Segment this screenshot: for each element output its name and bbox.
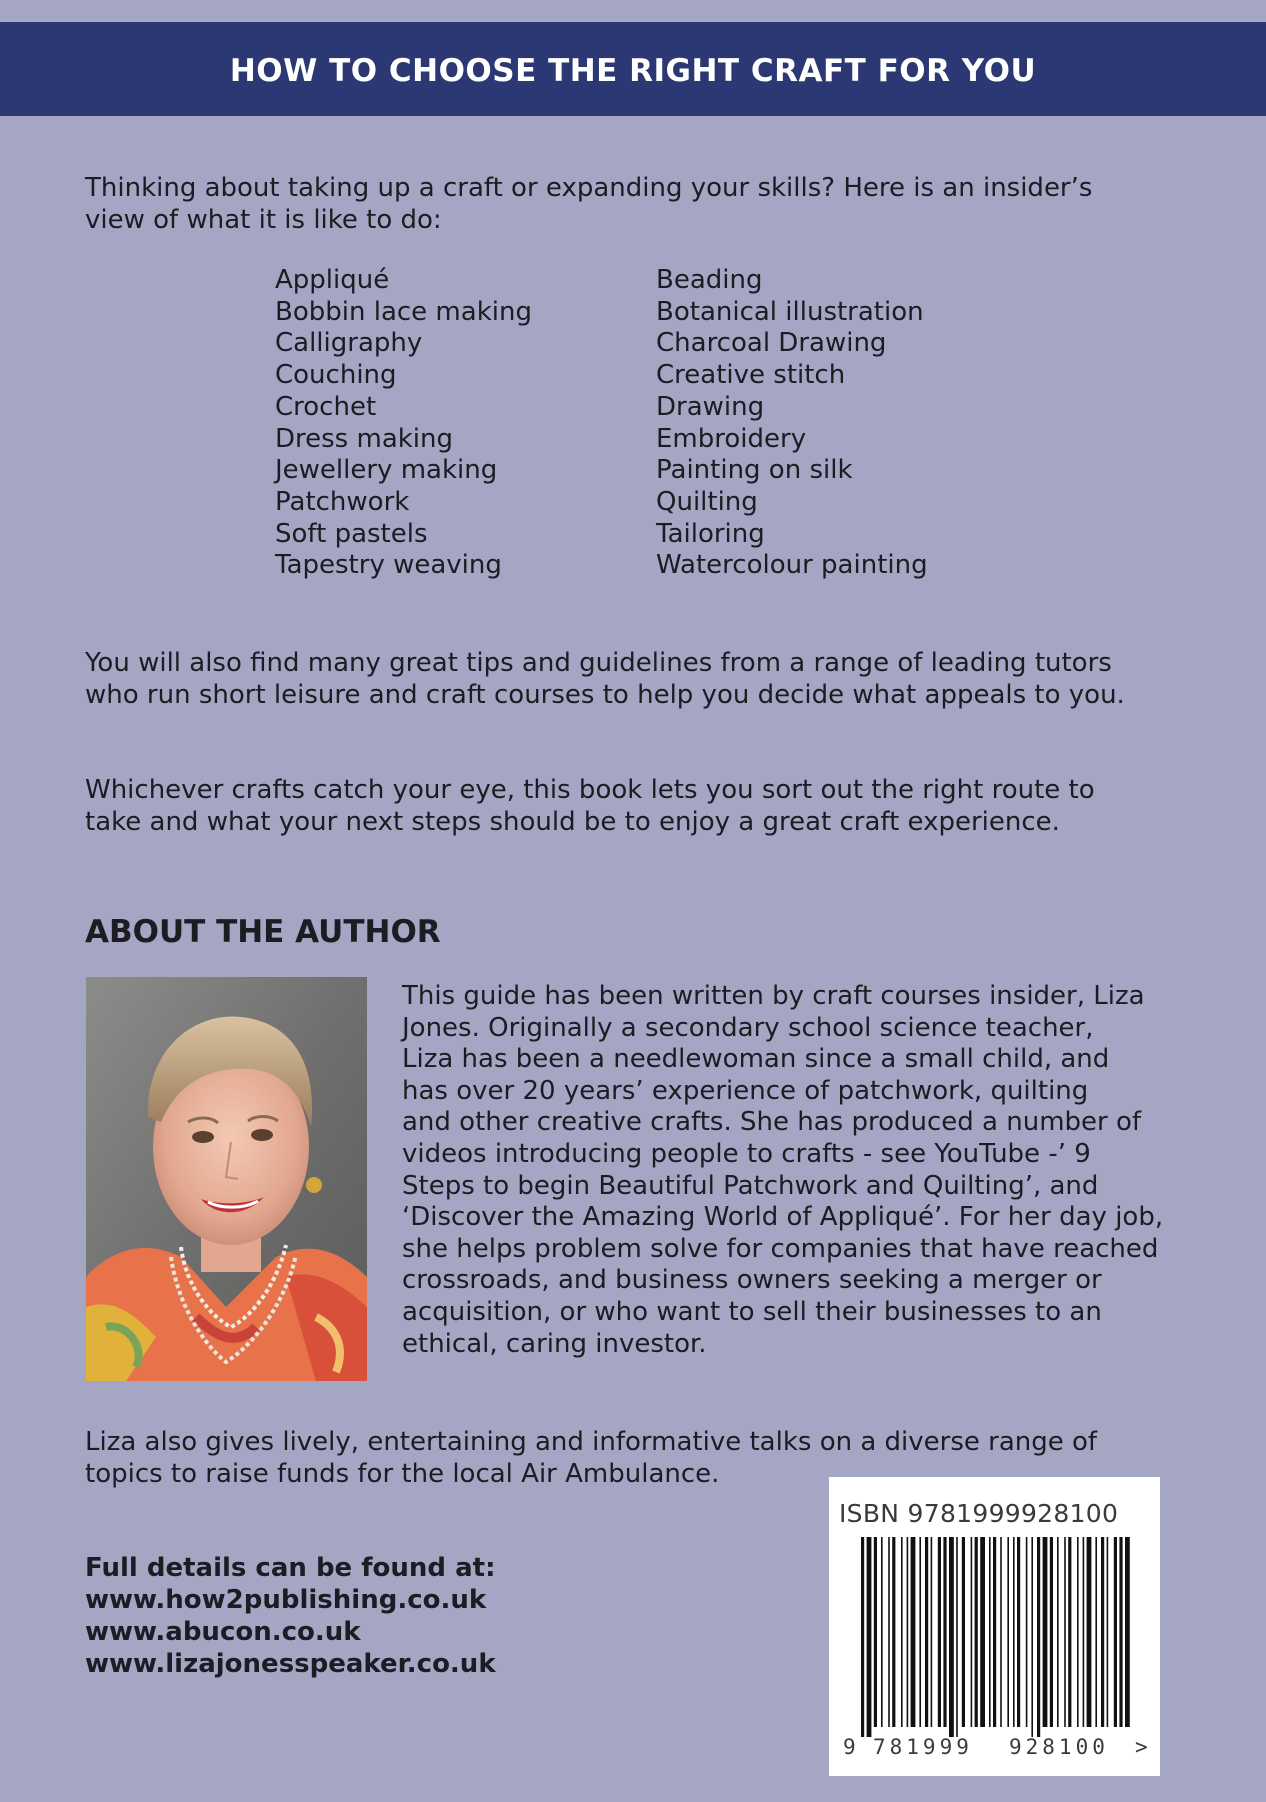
craft-item: Beading (656, 265, 763, 295)
barcode-bar (989, 1537, 991, 1727)
barcode-lead-digit: 9 (843, 1735, 860, 1759)
barcode-bar (938, 1537, 941, 1727)
barcode-bar (1007, 1537, 1009, 1727)
bio-line: ‘Discover the Amazing World of Appliqué’. For her day job, (402, 1202, 1164, 1233)
craft-item: Crochet (275, 391, 377, 422)
barcode-bar (1057, 1537, 1059, 1727)
barcode-bar (1083, 1537, 1085, 1727)
barcode-bar (962, 1537, 965, 1727)
bio-line: she helps problem solve for companies that have reached (402, 1233, 1159, 1264)
bio-line: crossroads, and business owners seeking a merger or (402, 1265, 1102, 1296)
whichever-paragraph (85, 774, 1205, 838)
barcode-bar (1068, 1537, 1071, 1727)
barcode-bar (1101, 1537, 1104, 1727)
intro-paragraph (85, 172, 1205, 236)
craft-item: Calligraphy (275, 328, 423, 359)
barcode-bar (925, 1537, 928, 1727)
barcode-bar (1095, 1537, 1097, 1727)
barcode-bar (975, 1537, 978, 1727)
barcode-bar (971, 1537, 973, 1727)
website-link-abucon[interactable]: www.abucon.co.uk (85, 1617, 361, 1647)
barcode-bar (1119, 1537, 1122, 1727)
craft-item: Charcoal Drawing (656, 328, 887, 359)
barcode-bar (1050, 1537, 1053, 1727)
barcode-bar (1013, 1537, 1015, 1727)
barcode-bar (1077, 1537, 1079, 1727)
barcode-bar (874, 1537, 877, 1727)
bio-line: acquisition, or who want to sell their businesses to an (402, 1296, 1102, 1327)
tips-paragraph (85, 647, 1205, 711)
intro-line-1: Thinking about taking up a craft or expanding your skills? Here is an insider’s (85, 173, 1093, 203)
barcode-bar (911, 1537, 916, 1727)
barcode-bars (829, 1477, 1160, 1776)
bio-line: Liza has been a needlewoman since a small child, and (402, 1044, 1110, 1075)
tips-line-1: You will also find many great tips and guidelines from a range of leading tutors (85, 648, 1112, 678)
craft-list-left (275, 265, 532, 582)
craft-item: Couching (275, 360, 397, 391)
talks-line-2: topics to raise funds for the local Air Ambulance. (85, 1459, 720, 1489)
barcode-bar (980, 1537, 985, 1727)
craft-item: Dress making (275, 423, 454, 454)
barcode-bar (1000, 1537, 1002, 1727)
craft-item: Painting on silk (656, 455, 853, 486)
barcode-bar (1107, 1537, 1109, 1727)
barcode-bar (1064, 1537, 1066, 1727)
barcode-bar (867, 1537, 872, 1737)
talks-line-1: Liza also gives lively, entertaining and informative talks on a diverse range of (85, 1427, 1098, 1457)
craft-item: Creative stitch (656, 360, 846, 391)
barcode-bar (1031, 1537, 1033, 1737)
bio-line: Steps to begin Beautiful Patchwork and Quilting’, and (402, 1170, 1099, 1201)
barcode-arrow: > (1135, 1735, 1152, 1759)
details-block (85, 1552, 496, 1680)
bio-line: and other creative crafts. She has produced a number of (402, 1107, 1142, 1138)
craft-item: Soft pastels (275, 518, 428, 549)
barcode-bar (892, 1537, 895, 1727)
bio-line: This guide has been written by craft courses insider, Liza (402, 981, 1145, 1011)
craft-item: Tailoring (656, 518, 765, 549)
barcode-bar (956, 1537, 958, 1737)
craft-item: Quilting (656, 486, 758, 517)
bio-line: videos introducing people to crafts - see YouTube -’ 9 (402, 1138, 1091, 1169)
barcode-bar (1026, 1537, 1028, 1727)
isbn-label: ISBN 9781999928100 (839, 1499, 1119, 1528)
barcode-bar (1114, 1537, 1117, 1727)
craft-item: Botanical illustration (656, 296, 924, 327)
barcode-bar (901, 1537, 903, 1727)
barcode-bar (881, 1537, 883, 1727)
about-author-heading: ABOUT THE AUTHOR (85, 914, 441, 950)
barcode-bar (1017, 1537, 1020, 1727)
craft-item: Watercolour painting (656, 550, 928, 581)
intro-line-2: view of what it is like to do: (85, 205, 442, 235)
tips-line-2: who run short leisure and craft courses to help you decide what appeals to you. (85, 680, 1125, 710)
craft-item: Bobbin lace making (275, 296, 532, 327)
author-bio (402, 981, 1202, 1360)
craft-item: Appliqué (275, 265, 390, 295)
craft-item: Embroidery (656, 423, 807, 454)
barcode-bar (1037, 1537, 1040, 1737)
details-heading: Full details can be found at: (85, 1553, 496, 1583)
craft-item: Tapestry weaving (275, 550, 502, 581)
barcode-bar (943, 1537, 946, 1727)
barcode-bar (1043, 1537, 1048, 1727)
craft-item: Drawing (656, 391, 765, 422)
barcode-bar (861, 1537, 864, 1737)
craft-item: Jewellery making (275, 455, 498, 486)
barcode-bar (919, 1537, 921, 1727)
website-link-lizajonesspeaker[interactable]: www.lizajonesspeaker.co.uk (85, 1649, 496, 1679)
craft-list-right (656, 265, 928, 582)
barcode-bar (931, 1537, 933, 1727)
whichever-line-1: Whichever crafts catch your eye, this book lets you sort out the right route to (85, 775, 1095, 805)
barcode-bar (1125, 1537, 1130, 1727)
bio-line: has over 20 years’ experience of patchwork, quilting (402, 1075, 1089, 1106)
website-link-how2publishing[interactable]: www.how2publishing.co.uk (85, 1585, 487, 1615)
bio-line: ethical, caring investor. (402, 1328, 707, 1359)
barcode-bar (949, 1537, 954, 1737)
barcode-bar (888, 1537, 890, 1727)
craft-item: Patchwork (275, 486, 410, 517)
barcode-digit-group-1: 781999 (873, 1735, 973, 1759)
whichever-line-2: take and what your next steps should be to enjoy a great craft experience. (85, 807, 1060, 837)
barcode-bar (993, 1537, 996, 1727)
bio-line: Jones. Originally a secondary school science teacher, (402, 1012, 1094, 1043)
banner-title: HOW TO CHOOSE THE RIGHT CRAFT FOR YOU (229, 53, 1037, 89)
title-banner (0, 22, 1266, 116)
author-photo (86, 977, 367, 1381)
barcode-bar (907, 1537, 909, 1727)
isbn-barcode (829, 1477, 1160, 1776)
barcode-digit-group-2: 928100 (1009, 1735, 1109, 1759)
barcode-bar (1087, 1537, 1092, 1727)
